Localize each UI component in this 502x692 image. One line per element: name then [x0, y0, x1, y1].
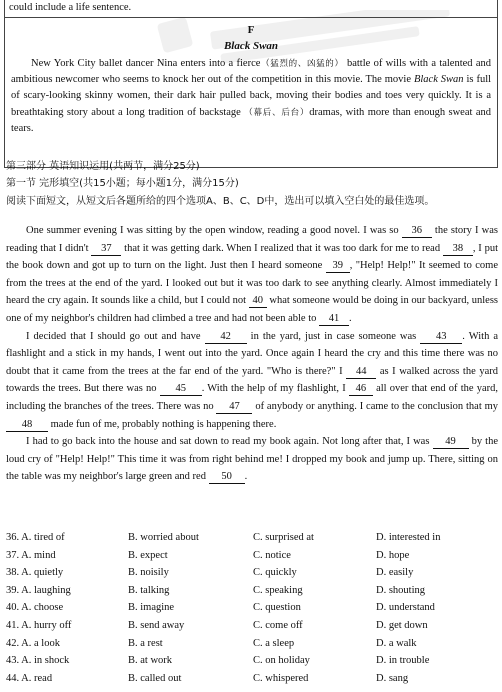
section-heading: 第一节 完形填空(共15小题；每小题1分，满分15分) [6, 178, 239, 189]
option-b[interactable]: B. noisily [128, 567, 169, 579]
f-line-1: New York City ballet dancer Nina enters into a fierce [31, 58, 261, 69]
blank-50: 50 [209, 471, 245, 484]
blank-46: 46 [349, 383, 373, 396]
passage-title: Black Swan [223, 40, 279, 52]
blank-49: 49 [433, 436, 469, 449]
text-seg: , I put the book down and got up to turn on the light. Just then I heard someone [6, 242, 499, 272]
option-b[interactable]: B. talking [128, 584, 170, 596]
f-line-3-italic: Black Swan [413, 74, 464, 86]
f-line-4: moving their bodies and toes very quickly. It is a breathtaking story about a long tradition of [11, 90, 491, 118]
section-letter: F [247, 24, 255, 36]
option-a[interactable]: 40. A. choose [6, 602, 64, 614]
blank-47: 47 [216, 401, 252, 414]
f-gloss-1: （猛烈的、凶猛的） [260, 59, 344, 69]
option-row [6, 585, 498, 603]
passage-paragraph-3 [6, 433, 498, 486]
blank-39: 39 [326, 260, 350, 273]
f-line-5b: dramas, with more than enough sweat and tears. [11, 106, 491, 134]
option-b[interactable]: B. send away [128, 619, 185, 631]
section-f-body [11, 56, 491, 137]
blank-37: 37 [91, 243, 121, 256]
blank-42: 42 [205, 331, 247, 344]
option-a[interactable]: 38. A. quietly [6, 567, 64, 579]
blank-38: 38 [443, 243, 473, 256]
option-b[interactable]: B. worried about [128, 532, 199, 543]
text-seg: the story I was reading that I didn't [6, 225, 498, 254]
text-seg: I decided that I should go out and have [26, 330, 201, 342]
option-c[interactable]: C. come off [253, 619, 303, 631]
text-seg: One summer evening I was sitting by the open window, reading a good novel. I was so [26, 225, 399, 236]
option-c[interactable]: C. surprised at [253, 532, 314, 543]
blank-36: 36 [402, 225, 432, 238]
text-seg: . [244, 471, 248, 483]
option-row [6, 673, 498, 691]
option-c[interactable]: C. on holiday [253, 655, 310, 667]
option-d[interactable]: D. a walk [376, 637, 417, 649]
option-b[interactable]: B. a rest [128, 637, 163, 649]
text-seg: . [349, 312, 352, 324]
text-seg: in the yard, just in case someone was [250, 330, 417, 342]
blank-45: 45 [160, 383, 202, 396]
option-a[interactable]: 37. A. mind [6, 549, 56, 561]
instruction-text: 阅读下面短文，从短文后各题所给的四个选项A、B、C、D中，选出可以填入空白处的最佳选项。 [6, 196, 435, 207]
text-seg: of anybody or anything. I came to the conclusion that my [255, 400, 499, 412]
text-seg: . With the help of my flashlight, I [201, 383, 346, 395]
f-line-1b: battle of wills [346, 58, 407, 69]
option-c[interactable]: C. notice [253, 549, 291, 561]
option-b[interactable]: B. expect [128, 549, 168, 561]
text-seg: what someone would be doing in our backyard, unless one of my neighbor's children had climbed a tree and had not been able to [6, 295, 499, 324]
option-b[interactable]: B. called out [128, 672, 182, 684]
section-f-box [4, 18, 498, 168]
option-row [6, 602, 498, 620]
option-row [6, 655, 498, 673]
option-a[interactable]: 41. A. hurry off [6, 619, 72, 631]
passage-paragraph-1 [6, 222, 498, 328]
text-seg: that it was getting dark. When I realized that it was too dark for me to read [124, 242, 441, 254]
option-c[interactable]: C. speaking [253, 584, 303, 596]
passage-paragraph-2 [6, 328, 498, 434]
f-line-5: backstage [199, 106, 241, 118]
option-d[interactable]: D. hope [376, 549, 410, 561]
f-line-3: movie. The movie [333, 74, 414, 86]
text-seg: . With a flashlight and a stick in my hands, I went out into the yard. Once again I heard the cry and this time there was no doubt that it came from the trees at the far end of the yard. "Who is there?" I [6, 330, 499, 377]
option-d[interactable]: D. understand [376, 602, 435, 614]
option-d[interactable]: D. sang [376, 672, 409, 684]
option-a[interactable]: 39. A. laughing [6, 584, 71, 596]
f-line-3b: is full of scary-looking skinny women, their dark hair pulled back, [11, 74, 492, 102]
blank-44: 44 [346, 366, 376, 379]
blank-43: 43 [420, 331, 462, 344]
option-c[interactable]: C. question [253, 602, 301, 614]
option-d[interactable]: D. shouting [376, 584, 426, 596]
option-a[interactable]: 36. A. tired of [6, 532, 65, 543]
option-a[interactable]: 42. A. a look [6, 637, 60, 649]
part-heading: 第三部分 英语知识运用(共两节，满分25分) [6, 161, 200, 172]
text-seg: as I walked across the yard towards the trees. But there was no [6, 365, 498, 395]
option-row [6, 620, 498, 638]
cloze-passage [6, 222, 498, 486]
answer-options [6, 532, 498, 690]
option-row [6, 550, 498, 568]
text-seg: I had to go back into the house and sat down to read my book again. Not long after that, I was [26, 436, 430, 448]
previous-passage-box [4, 0, 498, 18]
option-d[interactable]: D. get down [376, 619, 428, 631]
text-seg: made fun of me, probably nothing is happening there. [50, 418, 277, 430]
option-row [6, 532, 498, 550]
f-gloss-2: （幕后、后台） [244, 107, 310, 118]
option-d[interactable]: D. interested in [376, 532, 441, 543]
option-b[interactable]: B. imagine [128, 602, 175, 614]
option-c[interactable]: C. quickly [253, 567, 297, 579]
option-row [6, 638, 498, 656]
blank-41: 41 [319, 313, 349, 326]
previous-passage-text: could include a life sentence. [9, 2, 132, 13]
text-seg: by the loud cry of "Help! Help!" This time it was from right behind me! I dropped my book and jump up. There, sitting on the table was my neighbor's large green and red [6, 436, 498, 483]
option-c[interactable]: C. a sleep [253, 637, 295, 649]
text-seg: , "Help! Help!" It seemed to come from the trees at the end of the yard. I looked out but it was too dark to see anything clearly. Almost immediately I heard the cry again. It sounds like a child, but I could not [6, 260, 498, 307]
text-seg: all over that end of the yard, including the branches of the trees. There was no [6, 383, 498, 412]
option-d[interactable]: D. easily [376, 567, 414, 579]
option-b[interactable]: B. at work [128, 655, 173, 667]
option-a[interactable]: 43. A. in shock [6, 655, 70, 667]
blank-48: 48 [6, 419, 48, 432]
option-a[interactable]: 44. A. read [6, 672, 53, 684]
f-line-2: with a talented and ambitious newcomer who seems to knock her out of the competition in this [11, 58, 492, 86]
blank-40: 40 [249, 295, 267, 308]
option-row [6, 567, 498, 585]
option-d[interactable]: D. in trouble [376, 655, 430, 667]
option-c[interactable]: C. whispered [253, 672, 309, 684]
